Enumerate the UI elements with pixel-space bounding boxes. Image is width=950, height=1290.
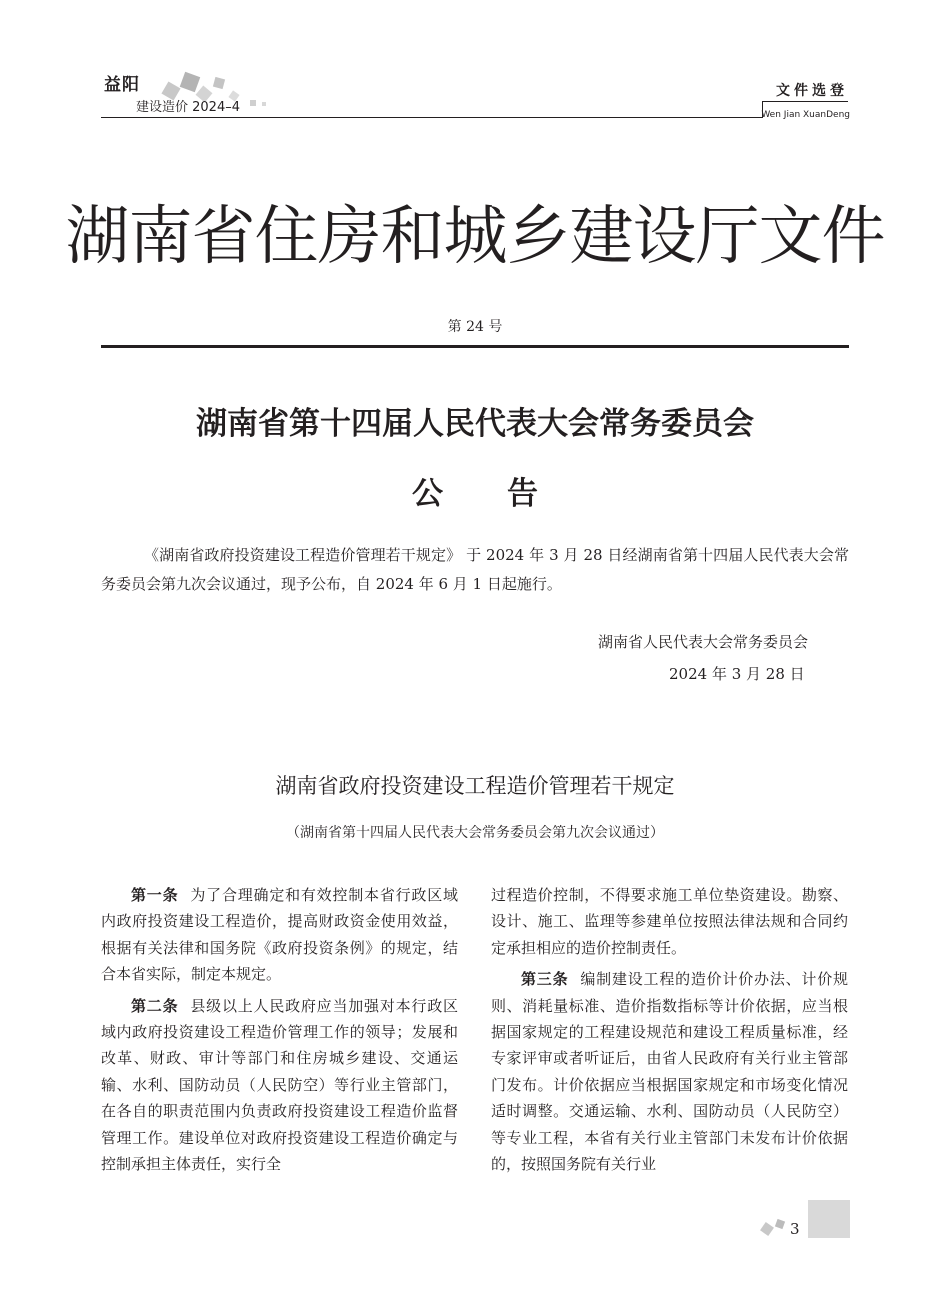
left-column: [101, 882, 458, 1182]
announcement-subtitle: 公告: [412, 476, 602, 512]
header-rule-right: [762, 101, 848, 102]
article-3-label: 第三条: [521, 970, 569, 989]
article-2-continuation: 过程造价控制，不得要求施工单位垫资建设。勘察、设计、施工、监理等参建单位按照法律法规和合同约定承担相应的造价控制责任。: [491, 886, 848, 957]
article-2: [101, 993, 458, 1178]
article-2-label: 第二条: [131, 996, 179, 1015]
article-3-text: 编制建设工程的造价计价办法、计价规则、消耗量标准、造价指数指标等计价依据，应当根据国家规定的工程建设规范和建设工程质量标准，经专家评审或者听证后，由省人民政府有关行业主管部门发布。计价依据应当根据国家规定和市场变化情况适时调整。交通运输、水利、国防动员（人民防空）等专业工程，本省有关行业主管部门未发布计价依据的，按照国务院有关行业: [491, 970, 848, 1174]
announcement-date: 2024 年 3 月 28 日: [669, 665, 805, 683]
article-3: [491, 966, 848, 1177]
article-1-text: 为了合理确定和有效控制本省行政区域内政府投资建设工程造价，提高财政资金使用效益，根据有关法律和国务院《政府投资条例》的规定，结合本省实际，制定本规定。: [101, 886, 458, 984]
masthead-rule: [101, 345, 849, 348]
article-2-text: 县级以上人民政府应当加强对本行政区域内政府投资建设工程造价管理工作的领导；发展和改革、财政、审计等部门和住房城乡建设、交通运输、水利、国防动员（人民防空）等行业主管部门，在各自的职责范围内负责政府投资建设工程造价监督管理工作。建设单位对政府投资建设工程造价确定与控制承担主体责任，实行全: [101, 996, 458, 1174]
regulation-title: 湖南省政府投资建设工程造价管理若干规定: [275, 774, 675, 798]
header-rule: [101, 117, 762, 118]
page-number: 3: [790, 1220, 800, 1238]
right-column: [491, 882, 848, 1182]
issue-label: 建设造价 2024–4: [136, 100, 240, 115]
journal-logo: 益阳: [104, 75, 140, 95]
article-1: [101, 882, 458, 988]
masthead-title: 湖南省住房和城乡建设厅文件: [65, 200, 885, 274]
page-number-box: [808, 1200, 850, 1238]
document-number: 第 24 号: [447, 319, 503, 335]
section-title-en: Wen Jian XuanDeng: [761, 110, 850, 120]
announcement-title: 湖南省第十四届人民代表大会常务委员会: [196, 406, 754, 442]
announcement-signer: 湖南省人民代表大会常务委员会: [598, 633, 809, 651]
section-title: 文件选登: [776, 83, 848, 99]
article-1-label: 第一条: [131, 886, 179, 904]
page-decoration: [758, 1216, 792, 1240]
regulation-note: （湖南省第十四届人民代表大会常务委员会第九次会议通过）: [286, 825, 664, 841]
announcement-body: 《湖南省政府投资建设工程造价管理若干规定》 于 2024 年 3 月 28 日经湖南省第十四届人民代表大会常务委员会第九次会议通过，现予公布，自 2024 年 6 月 1 日起施行。: [101, 546, 849, 593]
